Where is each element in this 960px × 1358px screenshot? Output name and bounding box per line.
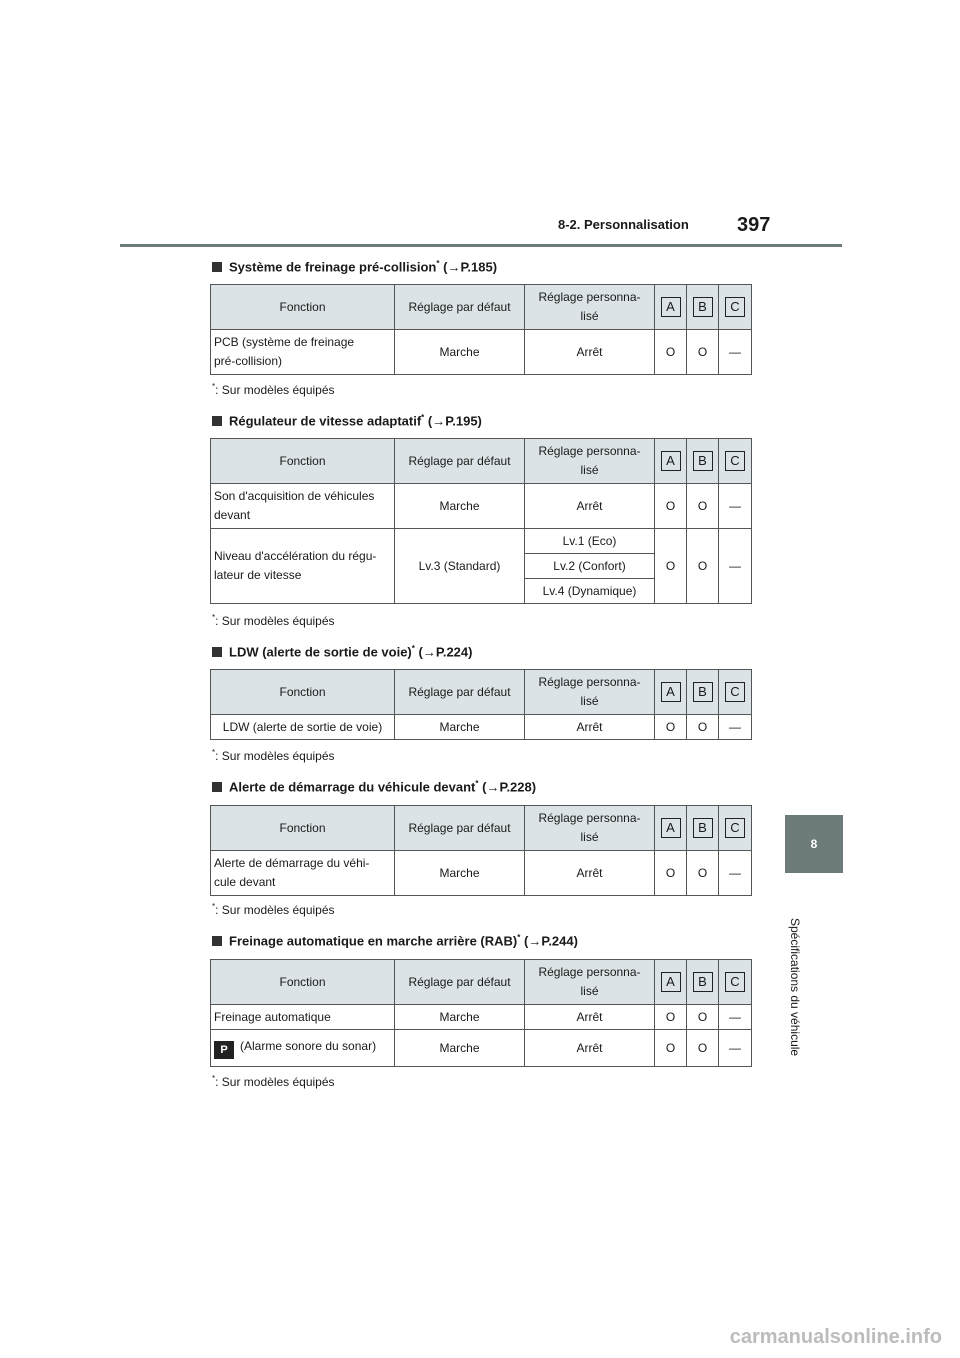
header-function: Fonction [211, 806, 395, 851]
chapter-label: Spécifications du véhicule [788, 918, 802, 1057]
badge-a-icon: A [661, 682, 681, 702]
header-b [687, 439, 719, 484]
cell-b: O [687, 851, 719, 896]
page-reference: (→P.228) [482, 779, 537, 795]
section-title-text: Freinage automatique en marche arrière (RAB) [229, 933, 518, 949]
section-bullet-icon [212, 782, 222, 792]
cell-b: O [687, 484, 719, 529]
badge-b-icon: B [693, 972, 713, 992]
cell-c: — [719, 715, 752, 740]
footnote-mark: * [411, 644, 415, 653]
cell-c: — [719, 851, 752, 896]
table-row [211, 1005, 752, 1030]
section-title-ldw [212, 644, 472, 659]
table-row [211, 1030, 752, 1067]
header-title: 8-2. Personnalisation [558, 217, 689, 232]
footnote: *: Sur modèles équipés [212, 902, 335, 917]
header-a [655, 285, 687, 330]
section-title-text: Alerte de démarrage du véhicule devant [229, 779, 476, 795]
section-title-acc [212, 413, 482, 428]
cell-function: LDW (alerte de sortie de voie) [211, 715, 395, 740]
badge-b-icon: B [693, 682, 713, 702]
header-custom: Réglage personna- lisé [525, 960, 655, 1005]
cell-a: O [655, 851, 687, 896]
table-row [211, 330, 752, 375]
settings-table-pcs [210, 284, 752, 375]
header-custom: Réglage personna- lisé [525, 670, 655, 715]
header-a [655, 670, 687, 715]
header-default: Réglage par défaut [395, 670, 525, 715]
cell-custom: Arrêt [525, 1030, 655, 1067]
badge-b-icon: B [693, 297, 713, 317]
cell-default: Marche [395, 484, 525, 529]
badge-a-icon: A [661, 818, 681, 838]
settings-table-ldw [210, 669, 752, 740]
cell-function: PCB (système de freinage pré-collision) [211, 330, 395, 375]
cell-b: O [687, 715, 719, 740]
section-bullet-icon [212, 416, 222, 426]
table-header-row [211, 806, 752, 851]
header-rule [120, 244, 842, 247]
footnote-mark: * [421, 413, 425, 422]
settings-table-rab [210, 959, 752, 1067]
badge-a-icon: A [661, 297, 681, 317]
cell-b: O [687, 330, 719, 375]
header-default: Réglage par défaut [395, 960, 525, 1005]
cell-a: O [655, 529, 687, 604]
chapter-tab: 8 [785, 815, 843, 873]
cell-custom: Arrêt [525, 330, 655, 375]
settings-table-acc [210, 438, 752, 604]
settings-table-lta [210, 805, 752, 896]
cell-b: O [687, 1030, 719, 1067]
table-header-row [211, 670, 752, 715]
badge-c-icon: C [725, 297, 745, 317]
cell-a: O [655, 1005, 687, 1030]
header-function: Fonction [211, 285, 395, 330]
cell-c: — [719, 484, 752, 529]
header-b [687, 285, 719, 330]
table-header-row [211, 960, 752, 1005]
cell-default: Marche [395, 715, 525, 740]
badge-b-icon: B [693, 818, 713, 838]
footnote-mark: * [475, 779, 479, 788]
section-bullet-icon [212, 936, 222, 946]
cell-function: Niveau d'accélération du régu- lateur de vitesse [211, 529, 395, 604]
section-title-lta [212, 779, 536, 794]
header-a [655, 960, 687, 1005]
footnote: *: Sur modèles équipés [212, 748, 335, 763]
header-function: Fonction [211, 439, 395, 484]
page-reference: (→P.185) [443, 259, 498, 275]
section-title-rab [212, 933, 578, 948]
cell-custom-option: Lv.1 (Eco) [525, 529, 655, 554]
table-row [211, 484, 752, 529]
header-function: Fonction [211, 960, 395, 1005]
cell-function: Freinage automatique [211, 1005, 395, 1030]
header-custom: Réglage personna- lisé [525, 806, 655, 851]
cell-custom-option: Lv.2 (Confort) [525, 554, 655, 579]
page-number: 397 [737, 214, 771, 236]
header-c [719, 285, 752, 330]
section-title-text: Système de freinage pré-collision [229, 259, 437, 275]
footnote: *: Sur modèles équipés [212, 1074, 335, 1089]
header-custom: Réglage personna- lisé [525, 439, 655, 484]
page-reference: (→P.224) [418, 644, 473, 660]
cell-custom-option: Lv.4 (Dynamique) [525, 579, 655, 604]
cell-function: P (Alarme sonore du sonar) [211, 1030, 395, 1067]
cell-default: Marche [395, 1030, 525, 1067]
cell-a: O [655, 330, 687, 375]
header-c [719, 670, 752, 715]
footnote-mark: * [436, 259, 440, 268]
parking-sonar-icon: P [214, 1041, 234, 1059]
header-default: Réglage par défaut [395, 806, 525, 851]
footnote: *: Sur modèles équipés [212, 382, 335, 397]
header-c [719, 806, 752, 851]
badge-c-icon: C [725, 682, 745, 702]
cell-function: Alerte de démarrage du véhi- cule devant [211, 851, 395, 896]
header-function: Fonction [211, 670, 395, 715]
badge-a-icon: A [661, 972, 681, 992]
cell-function: Son d'acquisition de véhicules devant [211, 484, 395, 529]
header-default: Réglage par défaut [395, 439, 525, 484]
cell-a: O [655, 484, 687, 529]
cell-a: O [655, 715, 687, 740]
header-b [687, 960, 719, 1005]
cell-c: — [719, 529, 752, 604]
header-default: Réglage par défaut [395, 285, 525, 330]
section-bullet-icon [212, 262, 222, 272]
badge-c-icon: C [725, 972, 745, 992]
cell-b: O [687, 1005, 719, 1030]
cell-b: O [687, 529, 719, 604]
table-row [211, 529, 752, 554]
cell-a: O [655, 1030, 687, 1067]
header-b [687, 806, 719, 851]
cell-default: Marche [395, 1005, 525, 1030]
section-title-text: Régulateur de vitesse adaptatif [229, 413, 422, 429]
page-reference: (→P.195) [427, 413, 482, 429]
table-row [211, 715, 752, 740]
page-reference: (→P.244) [524, 933, 578, 949]
cell-default: Marche [395, 330, 525, 375]
header-c [719, 439, 752, 484]
section-title-text: LDW (alerte de sortie de voie) [229, 644, 412, 660]
table-header-row [211, 285, 752, 330]
cell-default: Marche [395, 851, 525, 896]
header-b [687, 670, 719, 715]
badge-a-icon: A [661, 451, 681, 471]
table-row [211, 851, 752, 896]
cell-custom: Arrêt [525, 715, 655, 740]
cell-c: — [719, 1030, 752, 1067]
cell-default: Lv.3 (Standard) [395, 529, 525, 604]
badge-c-icon: C [725, 818, 745, 838]
badge-b-icon: B [693, 451, 713, 471]
cell-c: — [719, 330, 752, 375]
footnote: *: Sur modèles équipés [212, 613, 335, 628]
cell-custom: Arrêt [525, 1005, 655, 1030]
footnote-mark: * [517, 933, 521, 942]
cell-c: — [719, 1005, 752, 1030]
watermark: carmanualsonline.info [729, 1326, 942, 1348]
section-bullet-icon [212, 647, 222, 657]
cell-custom: Arrêt [525, 484, 655, 529]
cell-custom: Arrêt [525, 851, 655, 896]
section-title-pcs [212, 259, 497, 274]
table-header-row [211, 439, 752, 484]
header-a [655, 439, 687, 484]
badge-c-icon: C [725, 451, 745, 471]
header-custom: Réglage personna- lisé [525, 285, 655, 330]
header-a [655, 806, 687, 851]
header-c [719, 960, 752, 1005]
